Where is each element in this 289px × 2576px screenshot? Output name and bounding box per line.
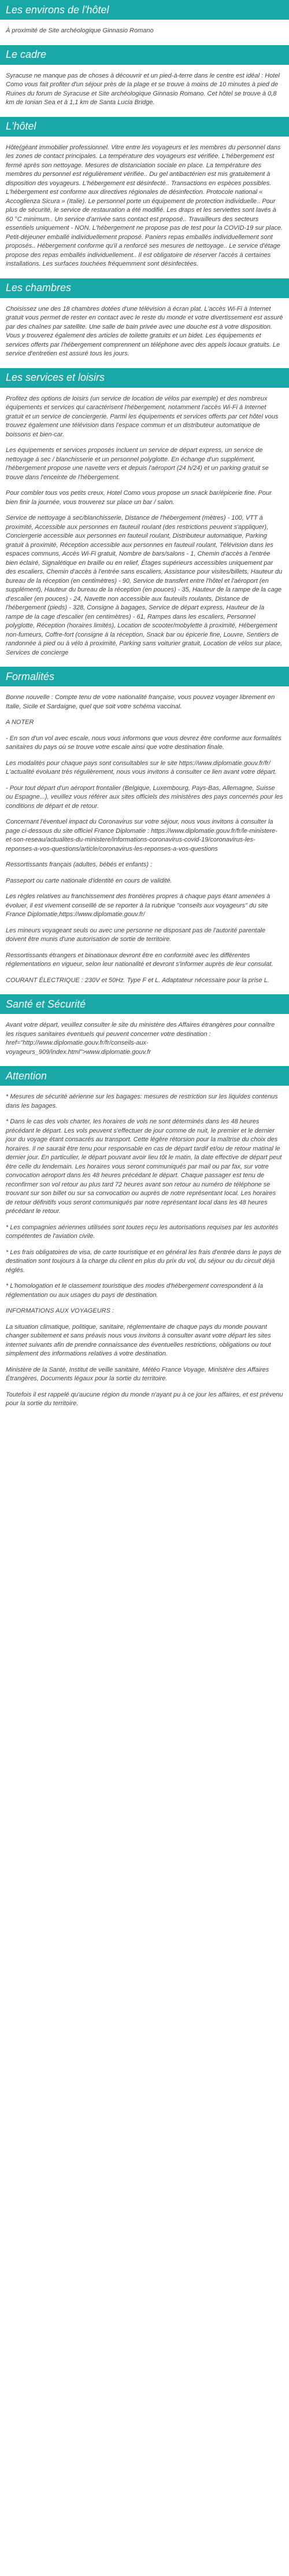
section-body — [0, 1014, 289, 1066]
section-title: Santé et Sécurité — [0, 994, 289, 1014]
paragraph: Syracuse ne manque pas de choses à découvrir et un pied-à-terre dans le centre est idéal : Hotel Como vous fait profiter d'un séjour près de la plage et se trouve à moins de 10 minutes à pied de Ruines du forum de Syracuse et Site archéologique Ginnasio Romano. Cet hôtel se trouve à 0,8 km de Ionian Sea et à 1,1 km de Santa Lucia Bridge. — [6, 72, 280, 106]
section-body — [0, 65, 289, 117]
section-cadre — [0, 45, 289, 117]
section-attention — [0, 1066, 289, 1418]
section-title: L'hôtel — [0, 117, 289, 137]
paragraph: * L'homologation et le classement touristique des modes d'hébergement correspondent à la réglementation ou aux usages du pays de destination. — [6, 1283, 264, 1299]
paragraph: - Pour tout départ d'un aéroport frontalier (Belgique, Luxembourg, Pays-Bas, Allemagne, Suisse ou Espagne...), veuillez vous référer aux sites officiels des ministères des pays concernés pour les conditions de départ et de retour. — [6, 784, 283, 810]
section-body — [0, 686, 289, 994]
paragraph: Ressortissants étrangers et binationaux devront être en conformité avec les différentes réglementations en vigueur, selon leur nationalité et devront s'informer auprès de leur consulat. — [6, 951, 273, 968]
paragraph: * Dans le cas des vols charter, les horaires de vols ne sont déterminés dans les 48 heures précédant le départ. Les vols peuvent s'effectuer de jour comme de nuit, le premier et le dernier jour du voyage étant consacrés au transport. Cette légère rétorsion pour la maîtrise du choix des horaires. Il ne saurait être tenu pour responsable en cas de départ tardif et/ou de retour matinal le dernier jour. En particulier, le départ pouvant avoir lieu tôt le matin, la date effective de départ peut être celle du lendemain. Les horaires vous seront communiqués par mail ou par fax, sur votre convocation aéroport dans les 48 heures précédant le départ. Chaque passager est tenu de reconfirmer son vol retour au plus tard 72 heures avant son retour au numéro de téléphone se trouvant sur son billet ou sur sa convocation ou auprès de notre représentant local. Les horaires de retour définitifs vous seront communiqués par notre représentant local dans les 48 heures précédant le retour. — [6, 1118, 282, 1215]
paragraph: A NOTER — [6, 719, 34, 726]
paragraph: Profitez des options de loisirs (un service de location de vélos par exemple) et des nombreux équipements et services qui caractérisent l'hébergement, notamment l'accès Wi-Fi à Internet gratuit et un service de conciergerie. Parmi les équipements et services offerts par cet hôtel vous trouvez également une télévision dans l'espace commun et un distributeur automatique de boissons et bien-car. — [6, 395, 279, 438]
paragraph: Pour combler tous vos petits creux, Hotel Como vous propose un snack bar/épicerie fine. Pour bien finir la journée, vous trouverez sur place un bar / salon. — [6, 490, 272, 506]
section-environs — [0, 0, 289, 45]
paragraph: * Les compagnies aériennes utilisées sont toutes reçu les autorisations requises par les autorités compétentes de l'aviation civile. — [6, 1223, 279, 1240]
paragraph: Concernant l'éventuel impact du Coronavirus sur votre séjour, nous vous invitons à consulter la page ci-dessous du site officiel France Diplomatie : https://www.diplomatie.gouv.fr/fr/le-ministere-et-son-reseau/actualites-du-ministere/informations-coronavirus-covid-19/coronavirus-les-reponses-a-vos-questions/article/coronavirus-les-reponses-a-vos-questions — [6, 818, 277, 852]
paragraph: - En son d'un vol avec escale, nous vous informons que vous devrez être conforme aux formalités sanitaires du pays où se trouve votre escale ainsi que votre destination finale. — [6, 734, 281, 751]
section-body — [0, 20, 289, 45]
paragraph: Avant votre départ, veuillez consulter le site du ministère des Affaires étrangères pour connaître les risques sanitaires éventuels qui peuvent concerner votre destination : href="http://www.diplomatie.gouv.fr/fr/conseils-aux-voyageurs_909/index.html">www.diplomatie.gouv.fr — [6, 1021, 275, 1056]
section-hotel — [0, 117, 289, 278]
section-title: Les environs de l'hôtel — [0, 0, 289, 20]
paragraph: Ministère de la Santé, Institut de veille sanitaire, Météo France Voyage, Ministère des Affaires Étrangères, Documents légaux pour la sortie du territoire. — [6, 1366, 269, 1382]
paragraph: Les équipements et services proposés incluent un service de départ express, un service de nettoyage à sec / blanchisserie et un personnel polyglotte. En échange d'un supplément, l'hébergement propose une navette vers et depuis l'aéroport (24 h/24) et un parking gratuit se trouve dans l'enceinte de l'hébergement. — [6, 447, 269, 481]
paragraph: Les modalités pour chaque pays sont consultables sur le site https://www.diplomatie.gouv.fr/fr/ L'actualité évoluant très régulièrement, nous vous invitons à consulter ce lien avant votre départ. — [6, 759, 277, 776]
paragraph: COURANT ÉLECTRIQUE : 230V et 50Hz. Type F et L. Adaptateur nécessaire pour la prise L. — [6, 976, 269, 984]
paragraph: À proximité de Site archéologique Ginnasio Romano — [6, 27, 154, 34]
section-body — [0, 1086, 289, 1418]
paragraph: * Les frais obligatoires de visa, de carte touristique et en général les frais d'entrée dans le pays de destination sont toujours à la charge du client en plus du prix du vol, du séjour ou du circuit déjà réglés. — [6, 1248, 281, 1274]
section-body — [0, 388, 289, 667]
paragraph: Choisissez une des 18 chambres dotées d'une télévision à écran plat. L'accès Wi-Fi à Internet gratuit vous permet de rester en contact avec le reste du monde et votre divertissement est assuré par des chaînes par satellite. Une salle de bain privée avec une douche est à votre disposition. Vous y trouverez également des articles de toilette gratuits et un bidet. Les équipements et services offerts par l'hébergement comprennent un téléphone avec des appels locaux gratuits. Le service d'entretien est assuré tous les jours. — [6, 305, 283, 357]
section-body — [0, 298, 289, 368]
section-formalites — [0, 667, 289, 994]
paragraph: Les mineurs voyageant seuls ou avec une personne ne disposant pas de l'autorité parentale doivent être munis d'une autorisation de sortie de territoire. — [6, 927, 266, 943]
section-chambres — [0, 278, 289, 368]
section-title: Le cadre — [0, 45, 289, 65]
paragraph: Passeport ou carte nationale d'identité en cours de validité. — [6, 877, 172, 884]
section-title: Formalités — [0, 667, 289, 686]
paragraph: Toutefois il est rappelé qu'aucune région du monde n'ayant pu à ce jour les affaires, et est prévenu pour la sortie du territoire. — [6, 1391, 283, 1407]
section-title: Les services et loisirs — [0, 368, 289, 388]
section-title: Attention — [0, 1066, 289, 1086]
section-loisirs — [0, 368, 289, 667]
paragraph: Bonne nouvelle : Compte tenu de votre nationalité française, vous pouvez voyager librement en Italie, Sicile et Sardaigne, quel que soit votre schéma vaccinal. — [6, 694, 275, 710]
paragraph: La situation climatique, politique, sanitaire, réglementaire de chaque pays du monde pouvant changer subitement et sans préavis nous vous invitons à consulter avant votre départ les sites internet suivants afin de prendre connaissance des éventuelles restrictions, obligations ou tout simplement des informations relatives à votre destination. — [6, 1323, 271, 1357]
section-title: Les chambres — [0, 278, 289, 298]
paragraph: Hôte(géant immobilier professionnel. Vitre entre les voyageurs et les membres du personnel dans les zones de contact principales. La température des voyageurs est vérifiée. L'hébergement est fermé après son nettoyage. Mesures de distanciation sociale en place. La température des membres du personnel est régulièrement vérifiée.. Du gel antibactérien est mis gratuitement à disposition des voyageurs. L'hébergement est désinfecté.. Transactions en espèces possibles. L'hébergement est conforme aux directives régionales de désinfection. Protocole national « Accoglienza Sicura » (Italie). Le personnel porte un équipement de protection individuelle.. Pour plus de sécurité, le service de restauration a été modifié. Les draps et les serviettes sont lavés à 60 °C minimum.. Un service d'arrivée sans contact est proposé.. Travailleurs des secteurs essentiels uniquement - NON. L'hébergement ne propose pas de test pour la COVID-19 sur place. Petit-déjeuner emballé individuellement proposé. Paniers repas emballés individuellement sont proposés.. Hébergement conforme qu'il a renforcé ses mesures de nettoyage.. Le service d'étage propose des repas emballés individuellement.. Il est obligatoire de réserver l'accès à certaines installations. Les surfaces touchées fréquemment sont désinfectées. — [6, 144, 283, 267]
paragraph: Les règles relatives au franchissement des frontières propres à chaque pays étant amenées à évoluer, il est vivement conseillé de se reporter à la rubrique "conseils aux voyageurs" du site France Diplomatie,https://www.diplomatie.gouv.fr/ — [6, 893, 271, 918]
section-sante — [0, 994, 289, 1066]
paragraph: Service de nettoyage à sec/blanchisserie, Distance de l'hébergement (mètres) - 100, VTT à proximité, Accessible aux personnes en fauteuil roulant (des restrictions peuvent s'appliquer), Conciergerie accessible aux personnes en fauteuil roulant, Distributeur automatique, Parking gratuit à proximité, Réception accessible aux personnes en fauteuil roulant, Télévision dans les espaces communs, Accès Wi-Fi gratuit, Nombre de bars/salons - 1, Chemin d'accès à l'entrée bien éclairé, Signalétique en braille ou en relief, Étages supérieurs accessibles uniquement par des escaliers, Chemin d'accès à l'entrée sans escaliers, Assistance pour visites/billets, Hauteur du bureau de la réception (en centimètres) - 90, Service de transfert entre l'hôtel et l'aéroport (en supplément), Hauteur du bureau de la réception (en pouces) - 35, Hauteur de la rampe de la cage d'escalier (en pouces) - 24, Navette non accessible aux fauteuils roulants, Distance de l'hébergement (pieds) - 328, Consigne à bagages, Service de départ express, Hauteur de la rampe de la cage d'escalier (en centimètres) - 61, Rampes dans les escaliers, Personnel polyglotte, Réception (horaires limités), Location de scooter/mobylette à proximité, Hébergement non-fumeurs, Coffre-fort (consigne à la réception, Snack bar ou épicerie fine, Louvre, Sentiers de randonnée à pied ou à vélo à proximité, Parking sans voiturier gratuit, Location de vélos sur place, Services de concierge — [6, 515, 283, 656]
section-body — [0, 137, 289, 278]
paragraph: Ressortissants français (adultes, bébés et enfants) : — [6, 861, 153, 868]
paragraph: INFORMATIONS AUX VOYAGEURS : — [6, 1307, 114, 1314]
paragraph: * Mesures de sécurité aérienne sur les bagages: mesures de restriction sur les liquides contenus dans les bagages. — [6, 1093, 278, 1109]
